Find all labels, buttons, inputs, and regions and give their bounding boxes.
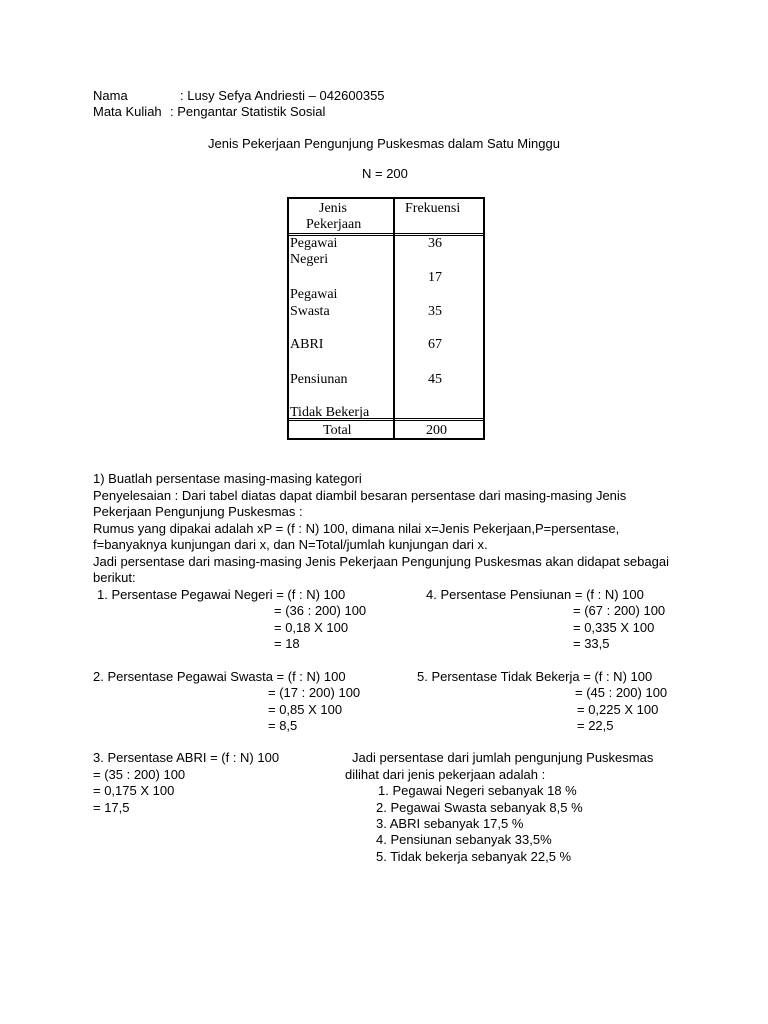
table-cell-category: Pegawai <box>290 236 338 251</box>
paragraph-line: Penyelesaian : Dari tabel diatas dapat diambil besaran persentase dari masing-masing Jenis <box>93 488 627 503</box>
mata-kuliah-label: Mata Kuliah <box>93 104 162 119</box>
conclusion-item: 4. Pensiunan sebanyak 33,5% <box>376 832 552 847</box>
table-cell-category: Negeri <box>290 252 329 267</box>
table-cell-category: Tidak Bekerja <box>290 405 370 420</box>
calc-step: = 33,5 <box>573 636 610 651</box>
calc-step: = (45 : 200) 100 <box>575 685 668 700</box>
conclusion-item: 2. Pegawai Swasta sebanyak 8,5 % <box>376 800 583 815</box>
table-cell-frequency: 36 <box>428 236 442 251</box>
calc-step: = (36 : 200) 100 <box>274 603 367 618</box>
table-cell-frequency: 17 <box>428 270 442 285</box>
paragraph-line: berikut: <box>93 570 136 585</box>
paragraph-line: Rumus yang dipakai adalah xP = (f : N) 100, dimana nilai x=Jenis Pekerjaan,P=persentase, <box>93 521 620 536</box>
calc-step: = 22,5 <box>577 718 614 733</box>
conclusion-item: 5. Tidak bekerja sebanyak 22,5 % <box>376 849 572 864</box>
paragraph-line: Pekerjaan Pengunjung Puskesmas : <box>93 504 303 519</box>
table-cell-category: Pegawai <box>290 287 338 302</box>
calc-step: = (17 : 200) 100 <box>268 685 361 700</box>
calc-step: = 0,18 X 100 <box>274 620 349 635</box>
table-total-label: Total <box>323 423 352 438</box>
table-cell-frequency: 45 <box>428 372 442 387</box>
table-cell-category: Swasta <box>290 304 330 319</box>
conclusion-intro: dilihat dari jenis pekerjaan adalah : <box>345 767 546 782</box>
table-cell-category: Pensiunan <box>290 372 348 387</box>
calc-step: = (67 : 200) 100 <box>573 603 666 618</box>
conclusion-intro: Jadi persentase dari jumlah pengunjung Puskesmas <box>352 750 654 765</box>
table-cell-frequency: 67 <box>428 337 442 352</box>
header-jenis: Jenis <box>319 201 347 216</box>
nama-value: : Lusy Sefya Andriesti – 042600355 <box>180 88 385 103</box>
calc-step: = (35 : 200) 100 <box>93 767 186 782</box>
n-total-label: N = 200 <box>362 166 408 181</box>
question-heading: 1) Buatlah persentase masing-masing kategori <box>93 471 362 486</box>
calc-pensiunan: 4. Persentase Pensiunan = (f : N) 100 <box>426 587 644 602</box>
header-pekerjaan: Pekerjaan <box>306 217 362 232</box>
calc-step: = 0,225 X 100 <box>577 702 659 717</box>
paragraph-line: Jadi persentase dari masing-masing Jenis Pekerjaan Pengunjung Puskesmas akan didapat sebagai <box>93 554 669 569</box>
calc-step: = 0,85 X 100 <box>268 702 343 717</box>
conclusion-item: 1. Pegawai Negeri sebanyak 18 % <box>378 783 577 798</box>
frequency-table <box>287 197 485 440</box>
conclusion-item: 3. ABRI sebanyak 17,5 % <box>376 816 524 831</box>
document-title: Jenis Pekerjaan Pengunjung Puskesmas dalam Satu Minggu <box>208 136 560 151</box>
nama-label: Nama <box>93 88 128 103</box>
calc-pegawai-swasta: 2. Persentase Pegawai Swasta = (f : N) 100 <box>93 669 346 684</box>
table-total-value: 200 <box>426 423 447 438</box>
table-cell-frequency: 35 <box>428 304 442 319</box>
header-frekuensi: Frekuensi <box>405 201 461 216</box>
calc-pegawai-negeri: 1. Persentase Pegawai Negeri = (f : N) 100 <box>97 587 346 602</box>
calc-abri: 3. Persentase ABRI = (f : N) 100 <box>93 750 280 765</box>
calc-tidak-bekerja: 5. Persentase Tidak Bekerja = (f : N) 100 <box>417 669 653 684</box>
mata-kuliah-value: : Pengantar Statistik Sosial <box>170 104 326 119</box>
calc-step: = 0,335 X 100 <box>573 620 655 635</box>
paragraph-line: f=banyaknya kunjungan dari x, dan N=Total/jumlah kunjungan dari x. <box>93 537 488 552</box>
table-cell-category: ABRI <box>290 337 324 352</box>
calc-step: = 0,175 X 100 <box>93 783 175 798</box>
calc-step: = 8,5 <box>268 718 298 733</box>
calc-step: = 17,5 <box>93 800 130 815</box>
calc-step: = 18 <box>274 636 300 651</box>
